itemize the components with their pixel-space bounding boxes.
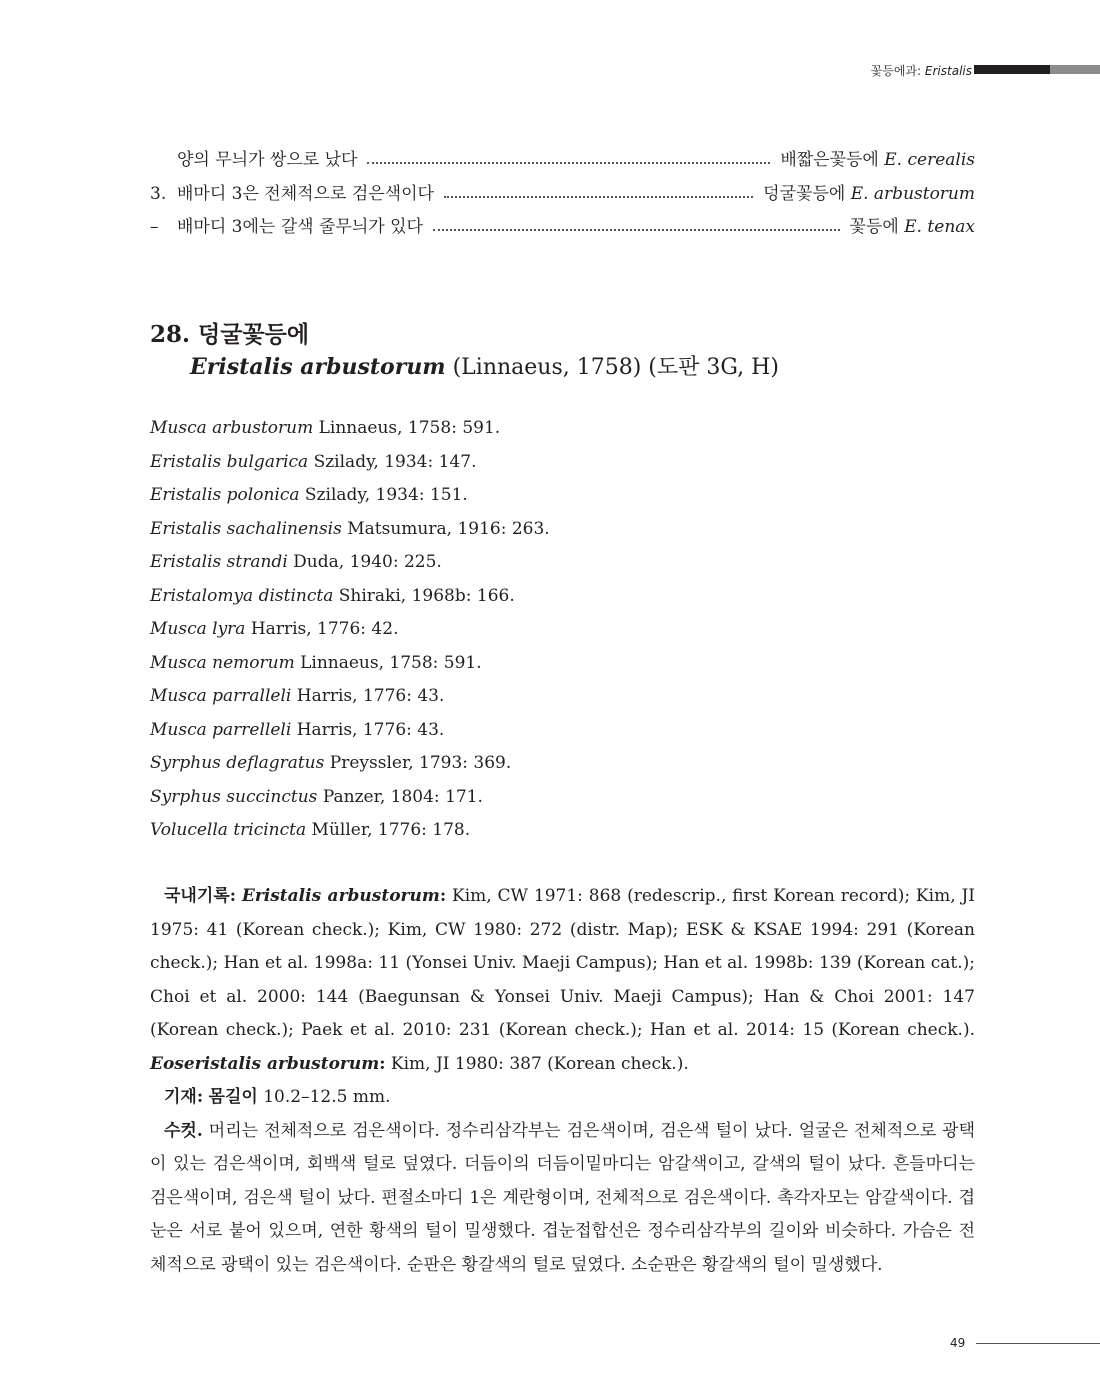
synonym-item: Musca nemorum Linnaeus, 1758: 591.	[150, 652, 482, 673]
korean-records: 국내기록: Eristalis arbustorum: Kim, CW 1971: 868 (redescrip., first Korean record); Kim, JI 1975: 41 (Korean check.); Kim, CW 1980: 272 (distr. Map); ESK & KSAE 1994: 291 (Korean check.); Han et al. 1998a: 11 (Yonsei Univ. Maeji Campus); Han et al. 1998b: 139 (Korean cat.); Choi et al. 2000: 144 (Baegunsan & Yonsei Univ. Maeji Campus); Han & Choi 2001: 147 (Korean check.); Paek et al. 2010: 231 (Korean check.); Han et al. 2014: 15 (Korean check.). Eoseristalis arbustorum: Kim, JI 1980: 387 (Korean check.).	[150, 886, 976, 1074]
leader-dots	[444, 196, 753, 198]
species-heading: 28. 덩굴꽃등에	[150, 321, 310, 348]
header-bar-grey	[1050, 65, 1100, 74]
key-text: 배마디 3은 전체적으로 검은색이다	[177, 184, 434, 204]
species-scientific-name	[190, 350, 779, 381]
description-label: 기재:	[164, 1087, 204, 1107]
male-label: 수컷.	[164, 1120, 203, 1141]
synonym-item: Musca arbustorum Linnaeus, 1758: 591.	[150, 418, 501, 438]
synonym-item: Syrphus deflagratus Preyssler, 1793: 369.	[150, 753, 512, 773]
records-label: 국내기록:	[164, 886, 236, 906]
key-result: 꽃등에 E. tenax	[849, 217, 975, 237]
key-line	[150, 146, 975, 170]
key-text: 배마디 3에는 갈색 줄무늬가 있다	[177, 217, 423, 237]
body-length-label: 몸길이	[208, 1087, 258, 1107]
running-head	[871, 62, 972, 79]
leader-dots	[367, 162, 770, 164]
running-head-genus: Eristalis	[924, 64, 972, 78]
records-text-2: Kim, JI 1980: 387 (Korean check.).	[385, 1053, 689, 1074]
header-bar-dark	[974, 65, 1050, 74]
synonym-item: Eristalis sachalinensis Matsumura, 1916: 263.	[150, 518, 550, 539]
key-line	[150, 213, 975, 237]
synonym-list	[150, 416, 550, 852]
key-number: –	[150, 217, 159, 237]
page-number-rule	[976, 1343, 1100, 1344]
key-text: 양의 무늬가 쌍으로 났다	[177, 150, 358, 170]
species-author: (Linnaeus, 1758) (도판 3G, H)	[452, 355, 779, 380]
synonym-item: Volucella tricincta Müller, 1776: 178.	[150, 820, 471, 840]
male-description: 머리는 전체적으로 검은색이다. 정수리삼각부는 검은색이며, 검은색 털이 났다. 얼굴은 전체적으로 광택이 있는 검은색이며, 회백색 털로 덮였다. 더듬이의 더듬이밑마디는 암갈색이고, 갈색의 털이 났다. 흔들마디는 검은색이며, 검은색 털이 났다. 편절소마디 1은 계란형이며, 전체적으로 검은색이다. 촉각자모는 암갈색이다. 겹눈은 서로 붙어 있으며, 연한 황색의 털이 밀생했다. 겹눈접합선은 정수리삼각부의 길이와 비슷하다. 가슴은 전체적으로 광택이 있는 검은색이다. 순판은 황갈색의 털로 덮였다. 소순판은 황갈색의 털이 밀생했다.	[150, 1120, 975, 1275]
records-name-1: Eristalis arbustorum	[241, 886, 440, 906]
synonym-item: Eristalis polonica Szilady, 1934: 151.	[150, 485, 468, 505]
key-result: 배짧은꽃등에 E. cerealis	[780, 150, 975, 170]
key-line	[150, 180, 975, 204]
synonym-item: Musca parrelleli Harris, 1776: 43.	[150, 719, 445, 740]
species-binomial: Eristalis arbustorum	[190, 354, 446, 380]
synonym-item: Eristalis bulgarica Szilady, 1934: 147.	[150, 451, 477, 472]
running-head-family: 꽃등에과:	[870, 64, 922, 78]
synonym-item: Eristalis strandi Duda, 1940: 225.	[150, 552, 442, 572]
synonym-item: Syrphus succinctus Panzer, 1804: 171.	[150, 786, 483, 807]
description	[150, 1081, 975, 1282]
synonym-item: Eristalomya distincta Shiraki, 1968b: 166.	[150, 585, 515, 606]
page-number: 49	[950, 1336, 966, 1350]
key-result: 덩굴꽃등에 E. arbustorum	[763, 184, 975, 204]
body-length-value: 10.2–12.5 mm.	[263, 1087, 391, 1107]
synonym-item: Musca parralleli Harris, 1776: 43.	[150, 686, 445, 706]
records-text-1: Kim, CW 1971: 868 (redescrip., first Korean record); Kim, JI 1975: 41 (Korean check.); Kim, CW 1980: 272 (distr. Map); ESK & KSAE 1994: 291 (Korean check.); Han et al. 1998a: 11 (Yonsei Univ. Maeji Campus); Han et al. 1998b: 139 (Korean cat.); Choi et al. 2000: 144 (Baegunsan & Yonsei Univ. Maeji Campus); Han & Choi 2001: 147 (Korean check.); Paek et al. 2010: 231 (Korean check.); Han et al. 2014: 15 (Korean check.).	[150, 886, 976, 1040]
synonym-item: Musca lyra Harris, 1776: 42.	[150, 619, 399, 639]
leader-dots	[433, 229, 840, 231]
records-name-2: Eoseristalis arbustorum	[150, 1053, 380, 1074]
key-number: 3.	[150, 184, 167, 204]
